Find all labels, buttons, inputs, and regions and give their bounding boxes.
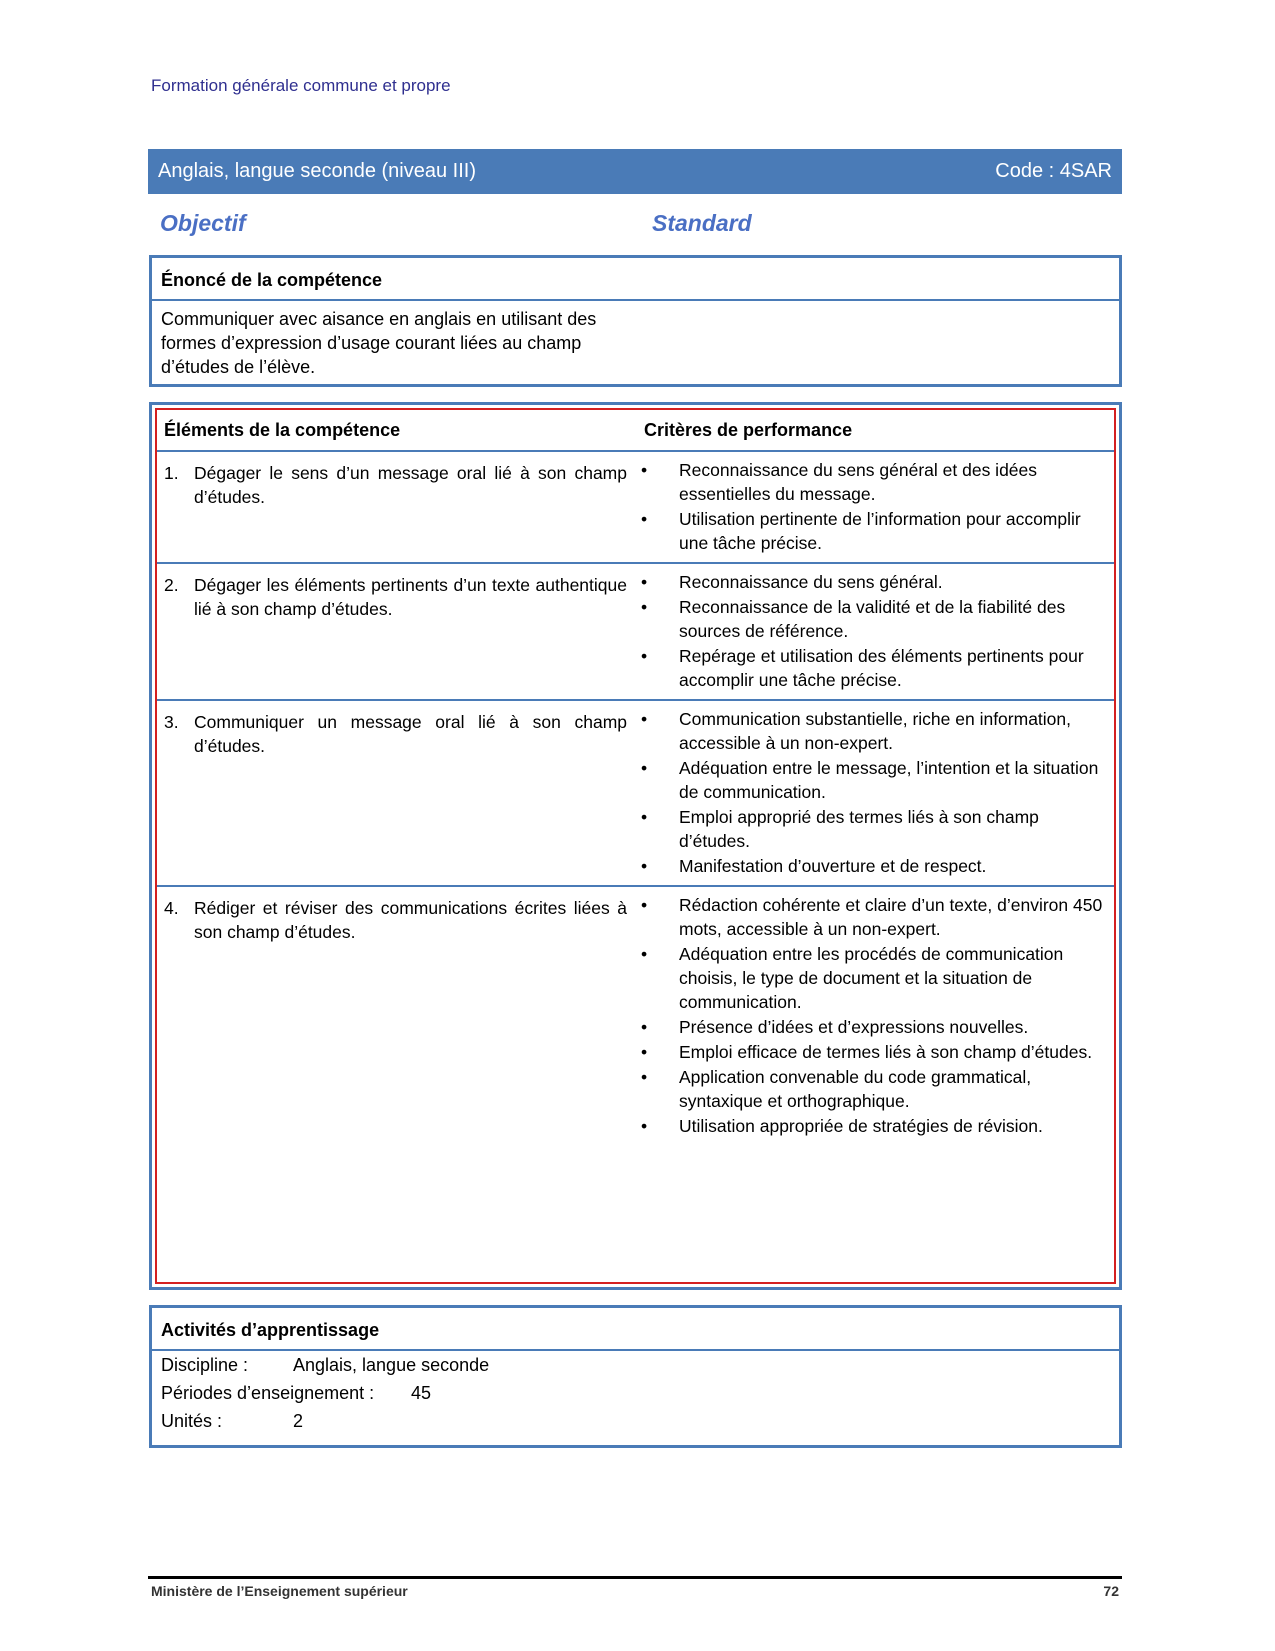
criteria-cell (637, 452, 1114, 562)
criterion-text: Utilisation pertinente de l’information pour accomplir une tâche précise. (679, 509, 1081, 553)
bullet-icon: • (641, 944, 648, 964)
bullet-icon: • (641, 646, 648, 666)
element-cell (157, 701, 637, 885)
criterion-text: Emploi approprié des termes liés à son champ d’études. (679, 807, 1039, 851)
criterion-text: Utilisation appropriée de stratégies de révision. (679, 1116, 1043, 1136)
element-number: 4. (164, 898, 179, 918)
criterion-text: Présence d’idées et d’expressions nouvelles. (679, 1017, 1029, 1037)
course-title: Anglais, langue seconde (niveau III) (158, 160, 476, 182)
element-text: Dégager les éléments pertinents d’un texte authentique lié à son champ d’études. (194, 575, 627, 619)
discipline-line (152, 1351, 1119, 1379)
footer-rule (148, 1576, 1122, 1579)
criterion-item (637, 756, 1104, 804)
element-text: Communiquer un message oral lié à son champ d’études. (194, 712, 627, 756)
course-title-bar (148, 149, 1122, 194)
enonce-box (149, 255, 1122, 387)
element-text: Dégager le sens d’un message oral lié à son champ d’études. (194, 463, 627, 507)
bullet-icon: • (641, 509, 648, 529)
competence-element-row (157, 452, 1114, 564)
bullet-icon: • (641, 597, 648, 617)
enonce-text: Communiquer avec aisance en anglais en utilisant des formes d’expression d’usage courant liées au champ d’études de l’élève. (161, 309, 597, 377)
criteria-cell (637, 564, 1114, 699)
criterion-text: Communication substantielle, riche en information, accessible à un non-expert. (679, 709, 1071, 753)
elements-table (149, 402, 1122, 1290)
criterion-item (637, 942, 1104, 1014)
bullet-icon: • (641, 807, 648, 827)
criterion-item (637, 854, 1104, 878)
objectif-standard-row (160, 210, 760, 237)
competence-element-row (157, 564, 1114, 701)
criterion-text: Emploi efficace de termes liés à son champ d’études. (679, 1042, 1093, 1062)
element-number: 3. (164, 712, 179, 732)
page-header-text: Formation générale commune et propre (151, 76, 451, 95)
criterion-item (637, 1015, 1104, 1039)
bullet-icon: • (641, 1017, 648, 1037)
bullet-icon: • (641, 1116, 648, 1136)
elements-header-right: Critères de performance (644, 419, 853, 440)
criterion-item (637, 707, 1104, 755)
elements-header-left: Éléments de la compétence (164, 419, 401, 440)
element-cell (157, 452, 637, 562)
criterion-item (637, 1065, 1104, 1113)
element-number: 1. (164, 463, 179, 483)
criterion-text: Adéquation entre les procédés de communication choisis, le type de document et la situation de communication. (679, 944, 1064, 1012)
criterion-item (637, 458, 1104, 506)
bullet-icon: • (641, 856, 648, 876)
criterion-item (637, 805, 1104, 853)
criterion-item (637, 595, 1104, 643)
criterion-item (637, 893, 1104, 941)
bullet-icon: • (641, 758, 648, 778)
elements-rows (157, 452, 1114, 1145)
bullet-icon: • (641, 895, 648, 915)
criterion-item (637, 644, 1104, 692)
criterion-text: Adéquation entre le message, l’intention et la situation de communication. (679, 758, 1099, 802)
enonce-title: Énoncé de la compétence (152, 258, 1119, 301)
bullet-icon: • (641, 460, 648, 480)
criterion-item (637, 507, 1104, 555)
bullet-icon: • (641, 1067, 648, 1087)
criterion-text: Application convenable du code grammatical, syntaxique et orthographique. (679, 1067, 1032, 1111)
activites-box (149, 1305, 1122, 1448)
element-cell (157, 887, 637, 1145)
periodes-value: 45 (411, 1383, 432, 1403)
criteria-cell (637, 701, 1114, 885)
page-footer (151, 1583, 1119, 1599)
criterion-item (637, 570, 1104, 594)
element-number: 2. (164, 575, 179, 595)
discipline-value: Anglais, langue seconde (293, 1355, 490, 1375)
competence-element-row (157, 887, 1114, 1145)
criterion-text: Manifestation d’ouverture et de respect. (679, 856, 987, 876)
criterion-text: Reconnaissance du sens général et des idées essentielles du message. (679, 460, 1038, 504)
course-code: Code : 4SAR (995, 160, 1112, 182)
criterion-text: Reconnaissance du sens général. (679, 572, 943, 592)
bullet-icon: • (641, 572, 648, 592)
criterion-text: Repérage et utilisation des éléments pertinents pour accomplir une tâche précise. (679, 646, 1084, 690)
elements-inner (155, 408, 1116, 1284)
criterion-item (637, 1114, 1104, 1138)
unites-value: 2 (293, 1411, 304, 1431)
periodes-line (152, 1379, 1119, 1407)
elements-header (157, 410, 1114, 452)
element-text: Rédiger et réviser des communications écrites liées à son champ d’études. (194, 898, 627, 942)
unites-label: Unités : (161, 1411, 223, 1431)
element-cell (157, 564, 637, 699)
discipline-label: Discipline : (161, 1355, 249, 1375)
periodes-label: Périodes d’enseignement : (161, 1383, 375, 1403)
objectif-label: Objectif (160, 210, 246, 236)
standard-label: Standard (652, 210, 752, 236)
footer-ministry: Ministère de l’Enseignement supérieur (151, 1583, 408, 1599)
criterion-text: Reconnaissance de la validité et de la fiabilité des sources de référence. (679, 597, 1066, 641)
criterion-item (637, 1040, 1104, 1064)
competence-element-row (157, 701, 1114, 887)
unites-line (152, 1407, 1119, 1435)
criterion-text: Rédaction cohérente et claire d’un texte, d’environ 450 mots, accessible à un non-expert. (679, 895, 1103, 939)
footer-page-number: 72 (1103, 1583, 1119, 1599)
bullet-icon: • (641, 1042, 648, 1062)
criteria-cell (637, 887, 1114, 1145)
activites-title: Activités d’apprentissage (152, 1308, 1119, 1351)
bullet-icon: • (641, 709, 648, 729)
